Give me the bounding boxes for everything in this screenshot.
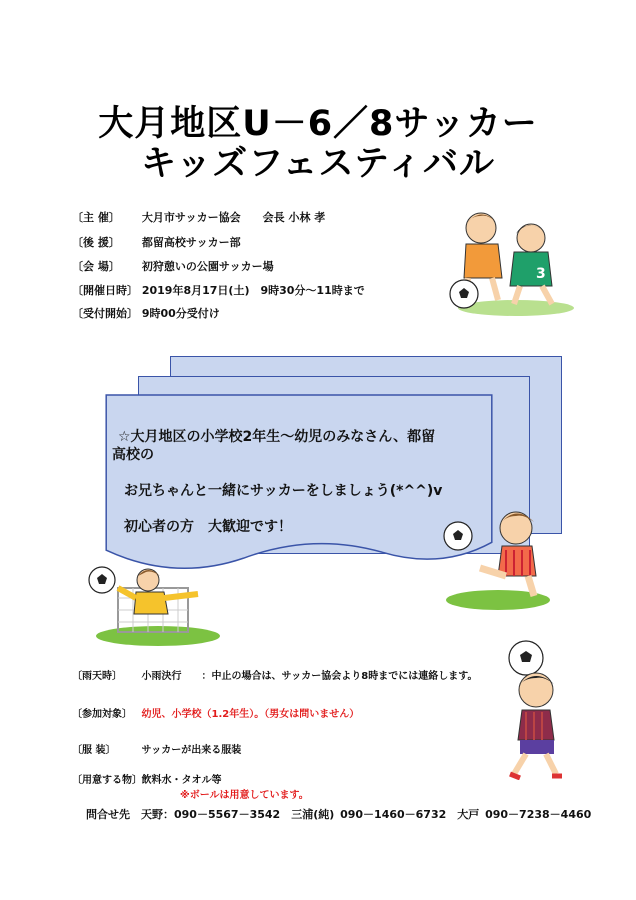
detail-value: サッカーが出来る服装 xyxy=(141,745,242,756)
info-value: 9時00分受付け xyxy=(141,307,220,320)
detail-rain xyxy=(72,670,477,684)
info-value: 初狩憩いの公園サッカー場 xyxy=(141,260,274,273)
kids-playing-illustration xyxy=(436,200,576,320)
items-note: ※ボールは用意しています。 xyxy=(180,790,309,801)
info-label: 〔開催日時〕 xyxy=(72,284,138,297)
message-line: ☆大月地区の小学校2年生～幼児のみなさん、都留 xyxy=(118,429,436,445)
info-organizer xyxy=(72,210,325,226)
detail-value: 幼児、小学校（1.2年生）。（男女は問いません） xyxy=(141,709,360,720)
message-line: 初心者の方 大歓迎です！ xyxy=(124,519,292,535)
contact-info: 問合せ先 天野：090－5567－3542 三浦(純) 090－1460－6732 大戸 090－7238－4460 xyxy=(86,808,592,821)
detail-attire xyxy=(72,744,241,758)
info-reception xyxy=(72,306,220,322)
info-datetime xyxy=(72,283,365,299)
info-value: 大月市サッカー協会 会長 小林 孝 xyxy=(141,211,326,224)
info-label: 〔後 援〕 xyxy=(72,236,120,249)
page-title: 大月地区U－6／8サッカー xyxy=(98,104,538,144)
page-subtitle: キッズフェスティバル xyxy=(140,144,496,184)
info-sponsor xyxy=(72,235,241,251)
detail-label: 〔用意する物〕 xyxy=(72,775,142,786)
info-venue xyxy=(72,259,274,275)
info-label: 〔受付開始〕 xyxy=(72,307,138,320)
header-kid-illustration xyxy=(492,640,582,780)
kicking-kid-illustration xyxy=(436,496,556,616)
info-label: 〔主 催〕 xyxy=(72,211,120,224)
detail-label: 〔服 装〕 xyxy=(72,745,116,756)
goalkeeper-illustration xyxy=(78,558,228,648)
detail-value: 小雨決行 ：中止の場合は、サッカー協会より8時までには連絡します。 xyxy=(141,671,478,682)
svg-text:3: 3 xyxy=(536,266,546,282)
detail-items xyxy=(72,774,221,788)
detail-label: 〔雨天時〕 xyxy=(72,671,122,682)
info-value: 都留高校サッカー部 xyxy=(141,236,241,249)
detail-label: 〔参加対象〕 xyxy=(72,709,132,720)
info-value: 2019年8月17日(土) 9時30分～11時まで xyxy=(141,284,365,297)
info-label: 〔会 場〕 xyxy=(72,260,120,273)
detail-value: 飲料水・タオル等 xyxy=(141,775,222,786)
message-line: お兄ちゃんと一緒にサッカーをしましょう(*^^)v xyxy=(124,483,443,499)
message-line: 高校の xyxy=(112,447,154,463)
detail-target xyxy=(72,708,359,722)
